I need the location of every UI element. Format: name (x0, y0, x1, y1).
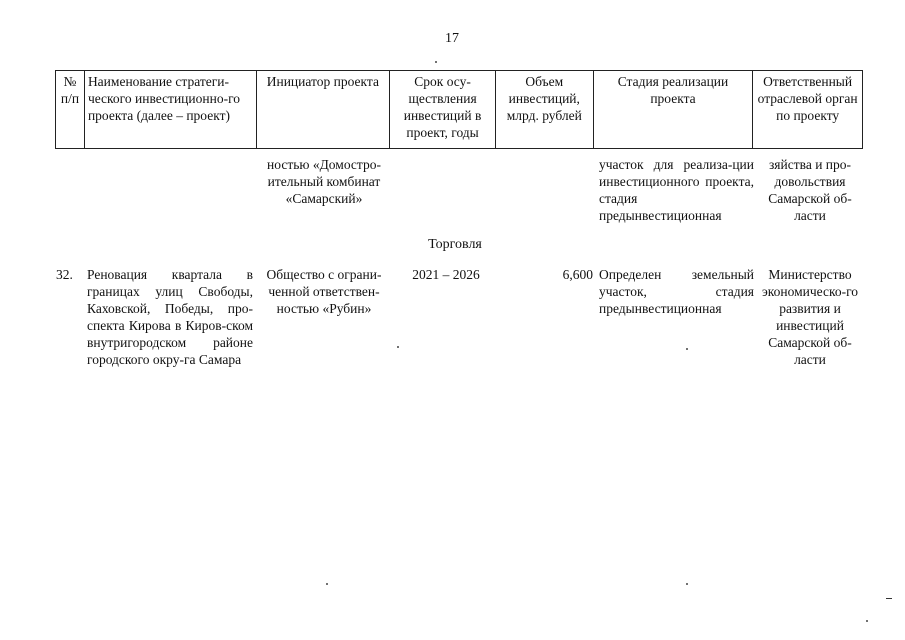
header-initiator: Инициатор проекта (257, 71, 391, 148)
scan-speck (686, 583, 688, 585)
header-volume: Объем инвестиций, млрд. рублей (496, 71, 594, 148)
row-responsible-body: Министерство экономическо-го развития и инвестиций Самарской об-ласти (761, 267, 859, 367)
header-num: № п/п (56, 71, 85, 148)
scan-speck (397, 346, 399, 348)
continuation-body: зяйства и про-довольствия Самарской об-ласти (768, 157, 852, 223)
scan-speck (435, 61, 437, 63)
header-project-name: Наименование стратеги-ческого инвестиционно-го проекта (далее – проект) (85, 71, 257, 148)
page-number: 17 (445, 31, 459, 46)
continuation-stage: участок для реализа-ции инвестиционного проекта, стадия предынвестиционная (599, 157, 754, 223)
header-responsible-body: Ответственный отраслевой орган по проекту (757, 74, 858, 123)
scan-speck (866, 620, 868, 622)
continuation-initiator: ностью «Домостро-ительный комбинат «Самарский» (267, 157, 381, 206)
row-term: 2021 – 2026 (412, 267, 480, 282)
row-number: 32. (56, 267, 73, 282)
row-project-name: Реновация квартала в границах улиц Свободы, Каховской, Победы, про-спекта Кирова в Киров-ском внутригородском районе городского окру-га Самара (87, 267, 253, 367)
header-term: Срок осу-ществления инвестиций в проект, годы (390, 71, 496, 148)
row-stage: Определен земельный участок, стадия предынвестиционная (599, 267, 754, 316)
row-volume: 6,600 (562, 267, 593, 282)
header-stage: Стадия реализации проекта (594, 71, 754, 148)
row-initiator: Общество с ограни-ченной ответствен-ностью «Рубин» (266, 267, 382, 316)
table-header (55, 70, 863, 149)
scan-speck (326, 583, 328, 585)
section-title: Торговля (428, 237, 482, 252)
scan-speck (686, 348, 688, 350)
scan-mark (886, 598, 892, 599)
